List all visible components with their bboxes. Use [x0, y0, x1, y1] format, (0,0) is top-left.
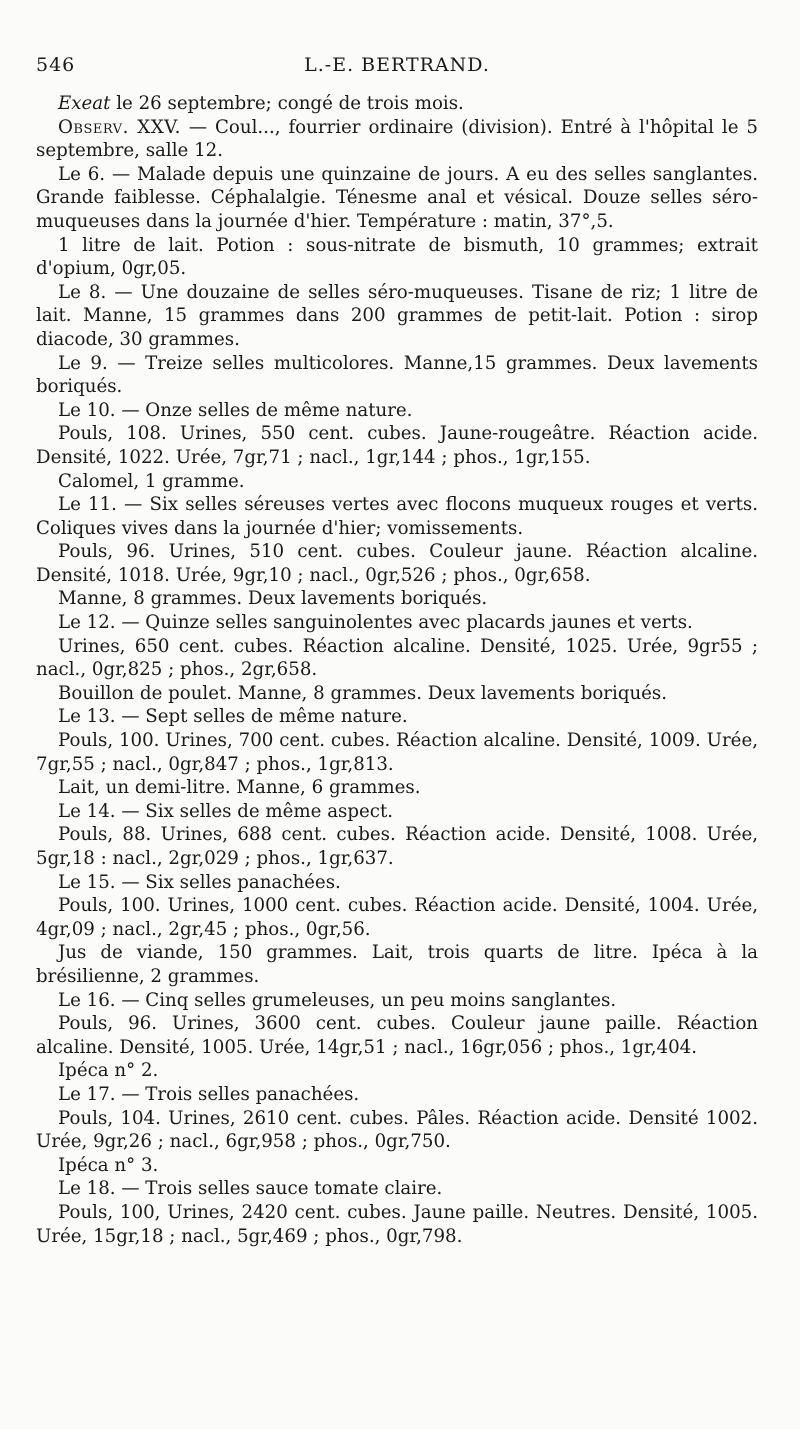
paragraph-text: Le 15. — Six selles panachées.: [58, 871, 341, 893]
paragraph: [36, 234, 758, 281]
page-number: 546: [36, 54, 76, 76]
paragraph-text: Le 14. — Six selles de même aspect.: [58, 800, 394, 822]
paragraph: [36, 587, 758, 611]
paragraph-text: Pouls, 100. Urines, 1000 cent. cubes. Réaction acide. Densité, 1004. Urée, 4gr,09 ; nacl., 2gr,45 ; phos., 0gr,56.: [36, 895, 758, 940]
paragraph-text: Pouls, 104. Urines, 2610 cent. cubes. Pâles. Réaction acide. Densité 1002. Urée, 9gr,26 ; nacl., 6gr,958 ; phos., 0gr,750.: [36, 1107, 758, 1153]
paragraph-text: Calomel, 1 gramme.: [58, 470, 245, 492]
paragraph: [36, 1154, 758, 1178]
paragraph-text: Pouls, 96. Urines, 3600 cent. cubes. Couleur jaune paille. Réaction alcaline. Densité, 1005. Urée, 14gr,51 ; nacl., 16gr,056 ; phos., 1gr,404.: [36, 1013, 758, 1058]
paragraph-text: Pouls, 88. Urines, 688 cent. cubes. Réaction acide. Densité, 1008. Urée, 5gr,18 : nacl., 2gr,029 ; phos., 1gr,637.: [36, 824, 758, 869]
paragraph: [36, 493, 758, 540]
paragraph: [36, 1201, 758, 1248]
paragraph-lead: Observ. XXV.: [58, 116, 181, 138]
paragraph: [36, 776, 758, 800]
paragraph: [36, 1083, 758, 1107]
paragraph: [36, 729, 758, 776]
paragraph-text: Bouillon de poulet. Manne, 8 grammes. Deux lavements boriqués.: [58, 682, 668, 704]
paragraph: [36, 540, 758, 587]
paragraph-text: Le 6. — Malade depuis une quinzaine de jours. A eu des selles sanglantes. Grande faiblesse. Céphalalgie. Ténesme anal et vésical. Douze selles séro-muqueuses dans la journée d'hier. Température : matin, 37°,5.: [36, 163, 758, 232]
page-body: [36, 92, 758, 1248]
paragraph-text: Le 10. — Onze selles de même nature.: [58, 399, 413, 421]
paragraph-text: Le 13. — Sept selles de même nature.: [58, 706, 408, 728]
paragraph: [36, 705, 758, 729]
page-header: [36, 48, 758, 82]
paragraph-text: Manne, 8 grammes. Deux lavements boriqués.: [58, 588, 488, 610]
paragraph: [36, 1177, 758, 1201]
paragraph: [36, 281, 758, 352]
paragraph-lead: Exeat: [58, 93, 111, 114]
paragraph-text: Le 16. — Cinq selles grumeleuses, un peu moins sanglantes.: [58, 989, 617, 1011]
paragraph: [36, 1012, 758, 1059]
paragraph-text: Le 18. — Trois selles sauce tomate claire.: [58, 1178, 443, 1200]
running-head: L.-E. BERTRAND.: [304, 54, 490, 76]
paragraph: [36, 800, 758, 824]
paragraph: [36, 871, 758, 895]
paragraph-text: Le 11. — Six selles séreuses vertes avec flocons muqueux rouges et verts. Coliques vives dans la journée d'hier; vomissements.: [36, 494, 758, 539]
paragraph-text: Ipéca n° 3.: [58, 1154, 159, 1176]
paragraph-text: Jus de viande, 150 grammes. Lait, trois quarts de litre. Ipéca à la brésilienne, 2 grammes.: [36, 942, 758, 987]
paragraph-text: 1 litre de lait. Potion : sous-nitrate de bismuth, 10 grammes; extrait d'opium, 0gr,05.: [36, 234, 758, 280]
paragraph: [36, 682, 758, 706]
paragraph: [36, 470, 758, 494]
paragraph: [36, 635, 758, 682]
paragraph-text: Pouls, 100. Urines, 700 cent. cubes. Réaction alcaline. Densité, 1009. Urée, 7gr,55 ; nacl., 0gr,847 ; phos., 1gr,813.: [36, 730, 758, 775]
paragraph: [36, 611, 758, 635]
paragraph-text: Lait, un demi-litre. Manne, 6 grammes.: [58, 777, 421, 799]
paragraph-text: Pouls, 96. Urines, 510 cent. cubes. Couleur jaune. Réaction alcaline. Densité, 1018. Urée, 9gr,10 ; nacl., 0gr,526 ; phos., 0gr,658.: [36, 541, 758, 586]
paragraph: [36, 989, 758, 1013]
paragraph: [36, 163, 758, 234]
paragraph-text: Le 8. — Une douzaine de selles séro-muqueuses. Tisane de riz; 1 litre de lait. Manne, 15 grammes dans 200 grammes de petit-lait. Potion : sirop diacode, 30 grammes.: [36, 281, 758, 350]
paragraph-text: Le 9. — Treize selles multicolores. Manne,15 grammes. Deux lavements boriqués.: [36, 352, 758, 398]
paragraph-text: Le 17. — Trois selles panachées.: [58, 1083, 360, 1105]
paragraph: [36, 894, 758, 941]
paragraph: [36, 1107, 758, 1154]
paragraph-text: Urines, 650 cent. cubes. Réaction alcaline. Densité, 1025. Urée, 9gr55 ; nacl., 0gr,825 ; phos., 2gr,658.: [36, 635, 758, 681]
paragraph-text: Ipéca n° 2.: [58, 1060, 159, 1082]
paragraph-text: le 26 septembre; congé de trois mois.: [110, 93, 464, 114]
paragraph: [36, 92, 758, 116]
paragraph: [36, 422, 758, 469]
paragraph: [36, 941, 758, 988]
paragraph-text: — Coul..., fourrier ordinaire (division). Entré à l'hôpital le 5 septembre, salle 12.: [36, 116, 758, 162]
paragraph: [36, 116, 758, 163]
paragraph-text: Le 12. — Quinze selles sanguinolentes avec placards jaunes et verts.: [58, 612, 693, 634]
paragraph-text: Pouls, 108. Urines, 550 cent. cubes. Jaune-rougeâtre. Réaction acide. Densité, 1022. Urée, 7gr,71 ; nacl., 1gr,144 ; phos., 1gr,155.: [36, 423, 758, 468]
paragraph: [36, 1059, 758, 1083]
paragraph: [36, 352, 758, 399]
paragraph: [36, 399, 758, 423]
paragraph: [36, 823, 758, 870]
paragraph-text: Pouls, 100, Urines, 2420 cent. cubes. Jaune paille. Neutres. Densité, 1005. Urée, 15gr,18 ; nacl., 5gr,469 ; phos., 0gr,798.: [36, 1201, 758, 1247]
